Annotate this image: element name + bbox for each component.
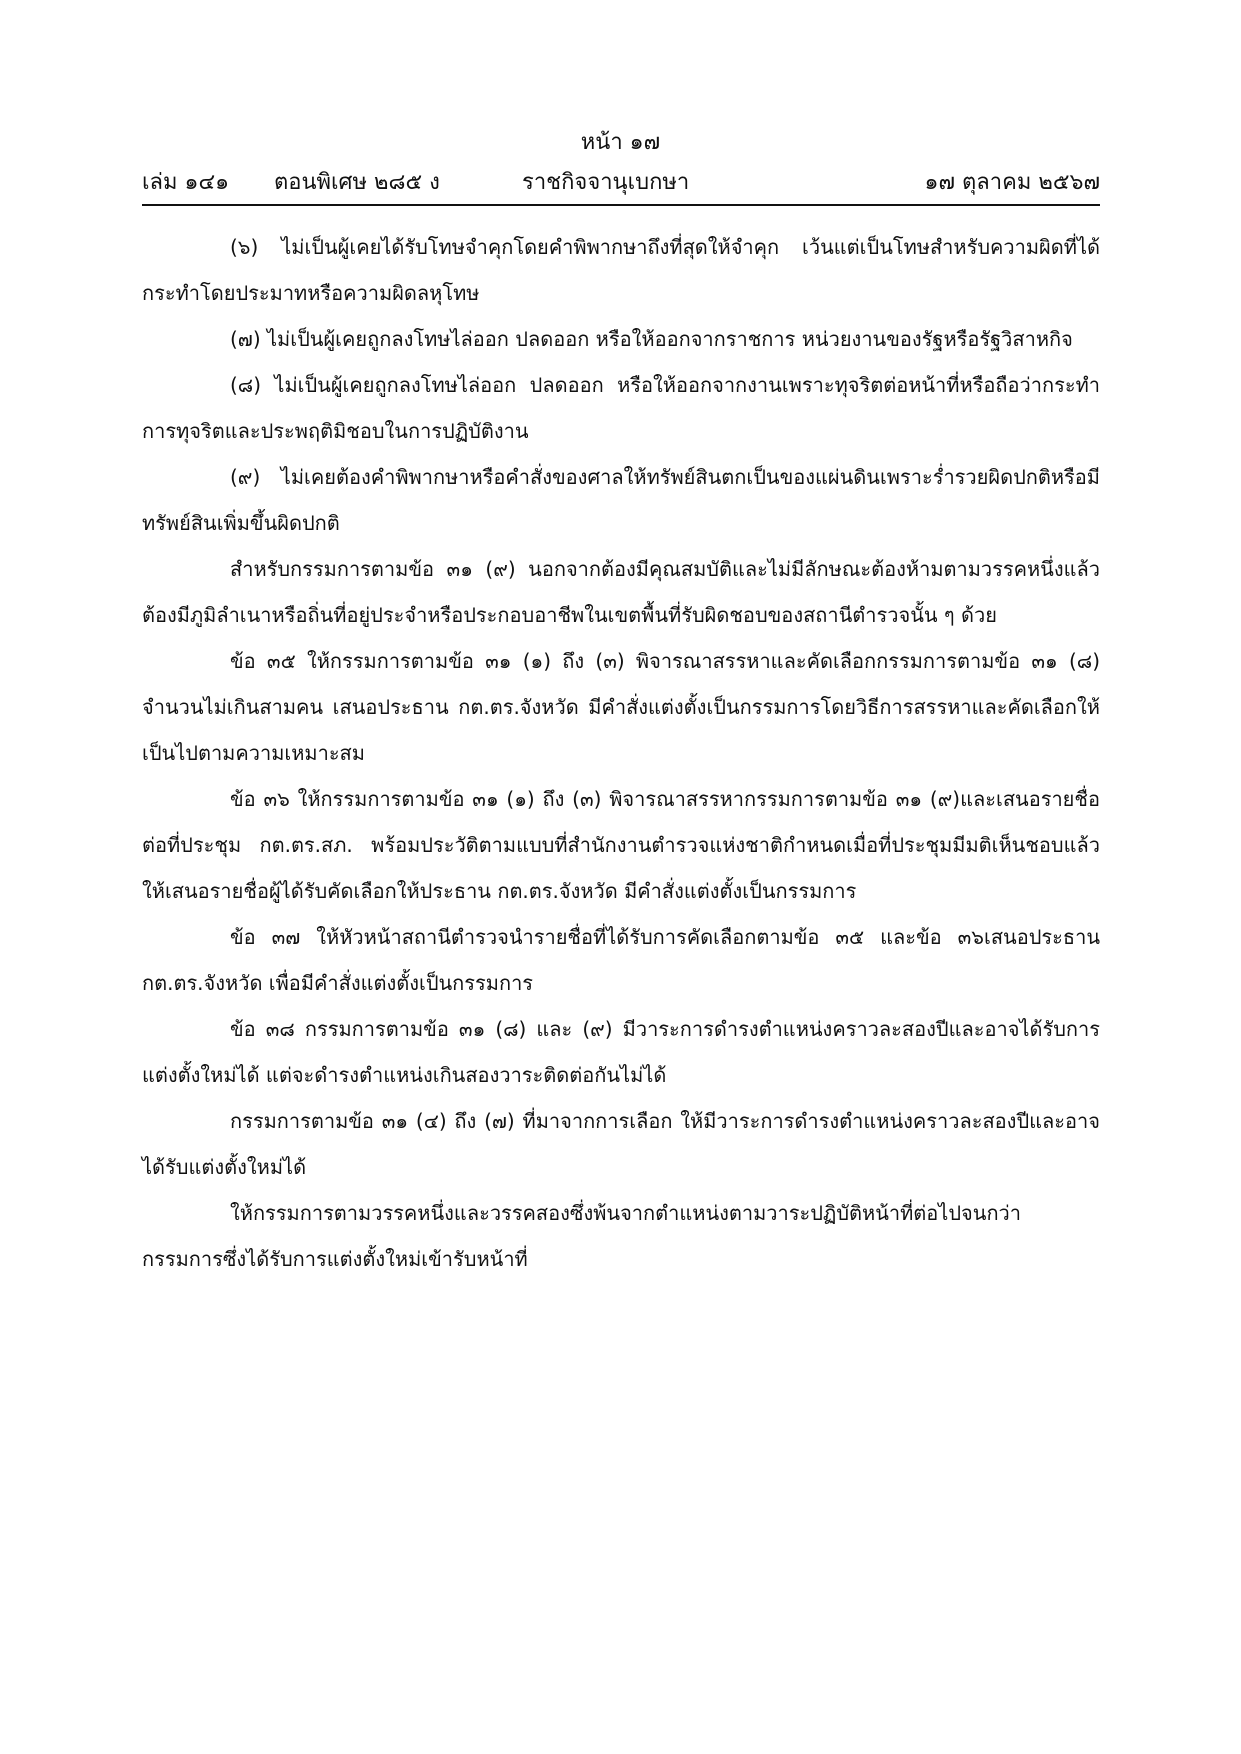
publication-date: ๑๗ ตุลาคม ๒๕๖๗ <box>924 170 1100 195</box>
document-body <box>142 224 1100 1282</box>
article-38: ข้อ ๓๘ กรรมการตามข้อ ๓๑ (๘) และ (๙) มีวาระการดำรงตำแหน่งคราวละสองปีและอาจได้รับการแต่งตั้งใหม่ได้ แต่จะดำรงตำแหน่งเกินสองวาระติดต่อกันไม่ได้ <box>142 1017 1100 1087</box>
header-divider <box>142 204 1100 206</box>
page-number: หน้า ๑๗ <box>580 130 661 155</box>
clause-7: (๗) ไม่เป็นผู้เคยถูกลงโทษไล่ออก ปลดออก หรือให้ออกจากราชการ หน่วยงานของรัฐหรือรัฐวิสาหกิจ <box>230 327 1073 351</box>
article-35: ข้อ ๓๕ ให้กรรมการตามข้อ ๓๑ (๑) ถึง (๓) พิจารณาสรรหาและคัดเลือกกรรมการตามข้อ ๓๑ (๘) จำนวนไม่เกินสามคน เสนอประธาน กต.ตร.จังหวัด มีคำสั่งแต่งตั้งเป็นกรรมการโดยวิธีการสรรหาและคัดเลือกให้เป็นไปตามความเหมาะสม <box>142 649 1100 765</box>
volume-number: เล่ม ๑๔๑ <box>142 170 230 195</box>
gazette-title: ราชกิจจานุเบกษา <box>522 170 690 195</box>
clause-6: (๖) ไม่เป็นผู้เคยได้รับโทษจำคุกโดยคำพิพากษาถึงที่สุดให้จำคุก เว้นแต่เป็นโทษสำหรับความผิดที่ได้กระทำโดยประมาทหรือความผิดลหุโทษ <box>142 235 1100 305</box>
article-37: ข้อ ๓๗ ให้หัวหน้าสถานีตำรวจนำรายชื่อที่ได้รับการคัดเลือกตามข้อ ๓๕ และข้อ ๓๖เสนอประธาน กต.ตร.จังหวัด เพื่อมีคำสั่งแต่งตั้งเป็นกรรมการ <box>142 925 1100 995</box>
clause-31-9-qualification: สำหรับกรรมการตามข้อ ๓๑ (๙) นอกจากต้องมีคุณสมบัติและไม่มีลักษณะต้องห้ามตามวรรคหนึ่งแล้ว ต้องมีภูมิลำเนาหรือถิ่นที่อยู่ประจำหรือประกอบอาชีพในเขตพื้นที่รับผิดชอบของสถานีตำรวจนั้น ๆ ด้วย <box>142 557 1100 627</box>
clause-8: (๘) ไม่เป็นผู้เคยถูกลงโทษไล่ออก ปลดออก หรือให้ออกจากงานเพราะทุจริตต่อหน้าที่หรือถือว่ากระทำการทุจริตและประพฤติมิชอบในการปฏิบัติงาน <box>142 373 1100 443</box>
article-38-para-2: กรรมการตามข้อ ๓๑ (๔) ถึง (๗) ที่มาจากการเลือก ให้มีวาระการดำรงตำแหน่งคราวละสองปีและอาจได้รับแต่งตั้งใหม่ได้ <box>142 1109 1100 1179</box>
article-36: ข้อ ๓๖ ให้กรรมการตามข้อ ๓๑ (๑) ถึง (๓) พิจารณาสรรหากรรมการตามข้อ ๓๑ (๙)และเสนอรายชื่อต่อที่ประชุม กต.ตร.สภ. พร้อมประวัติตามแบบที่สำนักงานตำรวจแห่งชาติกำหนดเมื่อที่ประชุมมีมติเห็นชอบแล้ว ให้เสนอรายชื่อผู้ได้รับคัดเลือกให้ประธาน กต.ตร.จังหวัด มีคำสั่งแต่งตั้งเป็นกรรมการ <box>142 787 1100 903</box>
article-38-para-3: ให้กรรมการตามวรรคหนึ่งและวรรคสองซึ่งพ้นจากตำแหน่งตามวาระปฏิบัติหน้าที่ต่อไปจนกว่ากรรมการซึ่งได้รับการแต่งตั้งใหม่เข้ารับหน้าที่ <box>142 1201 1022 1271</box>
gazette-header <box>142 166 1100 200</box>
clause-9: (๙) ไม่เคยต้องคำพิพากษาหรือคำสั่งของศาลให้ทรัพย์สินตกเป็นของแผ่นดินเพราะร่ำรวยผิดปกติหรือมีทรัพย์สินเพิ่มขึ้นผิดปกติ <box>142 465 1100 535</box>
issue-number: ตอนพิเศษ ๒๘๕ ง <box>274 170 440 195</box>
